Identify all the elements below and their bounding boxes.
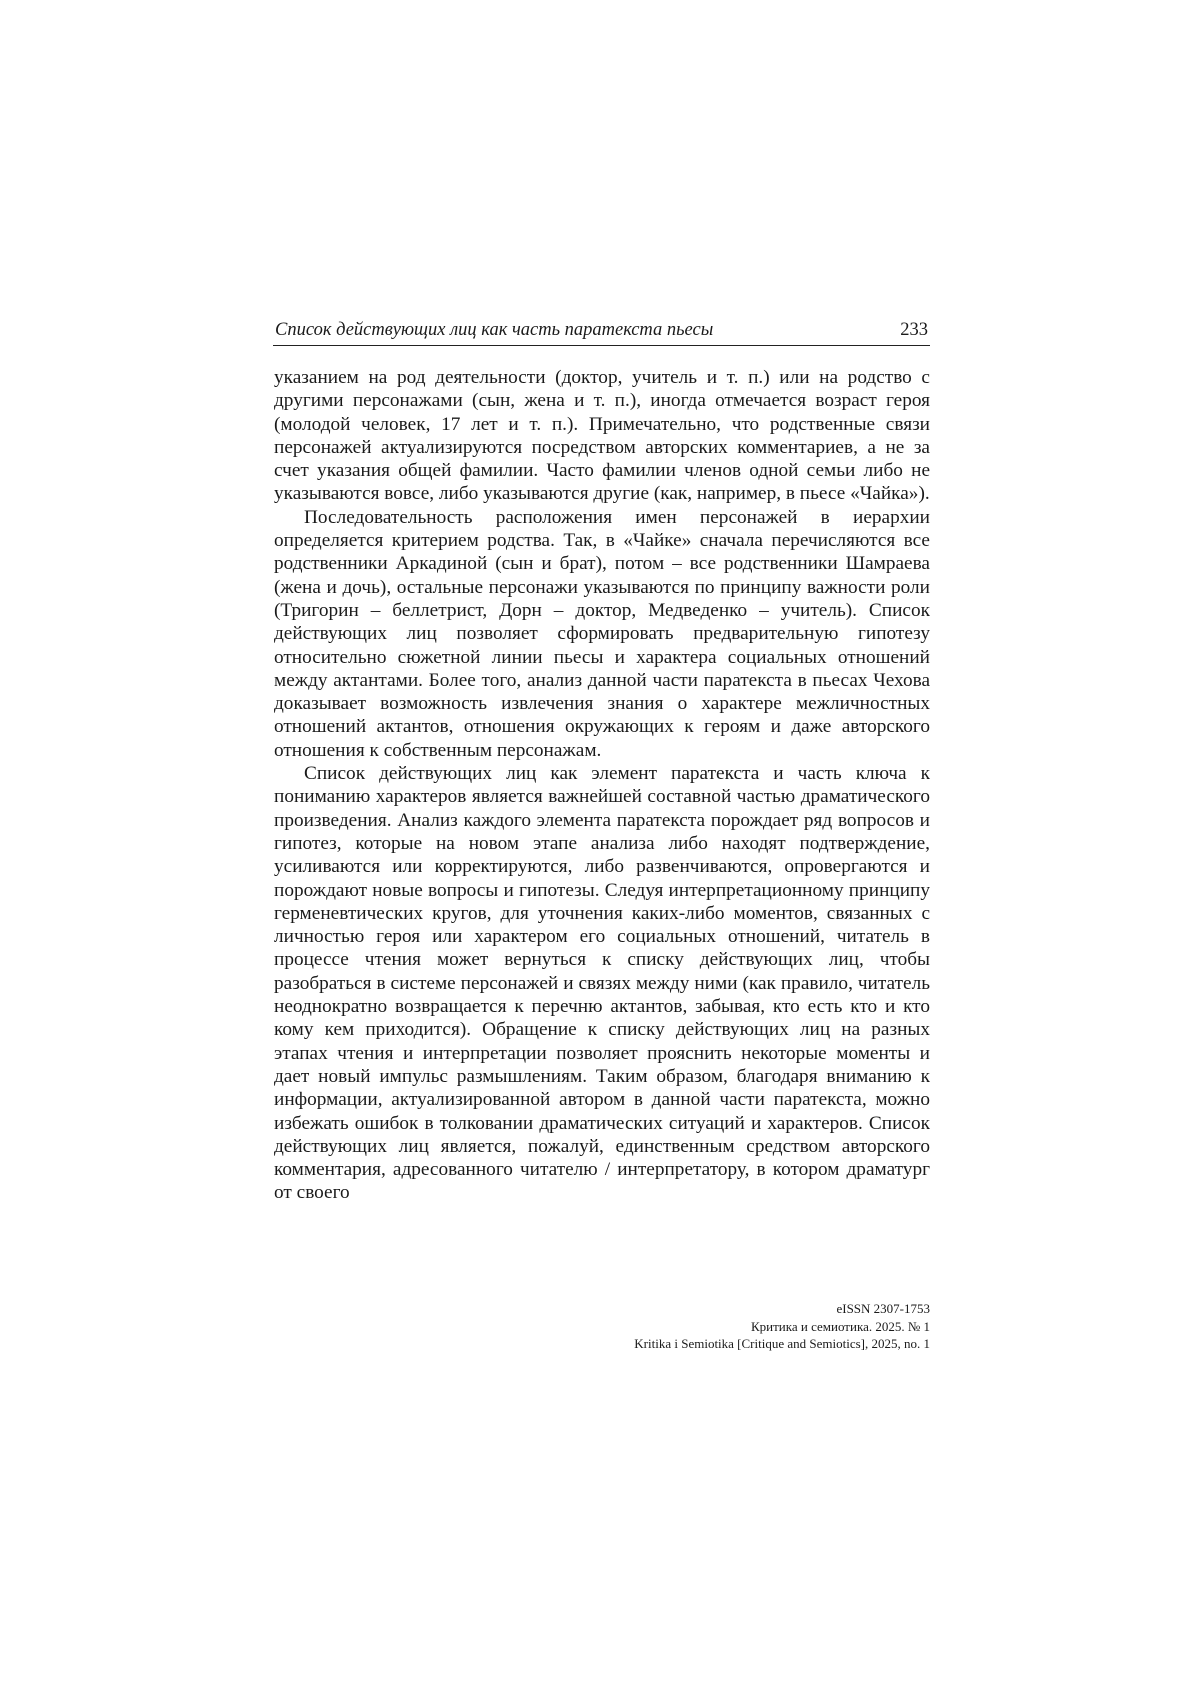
footer-journal-ru: Критика и семиотика. 2025. № 1 xyxy=(750,1318,930,1334)
page-header xyxy=(273,318,930,346)
body-text xyxy=(274,366,930,1205)
running-title: Список действующих лиц как часть паратекста пьесы xyxy=(275,320,714,340)
paragraph-2: Последовательность расположения имен персонажей в иерархии определяется критерием родства. Так, в «Чайке» сначала перечисляются все родственники Аркадиной (сын и брат), потом – все родственники Шамраева (жена и дочь), остальные персонажи указываются по принципу важности роли (Тригорин – беллетрист, Дорн – доктор, Медведенко – учитель). Список действующих лиц позволяет сформировать предварительную гипотезу относительно сюжетной линии пьесы и характера социальных отношений между актантами. Более того, анализ данной части паратекста в пьесах Чехова доказывает возможность извлечения знания о характере межличностных отношений актантов, отношения окружающих к героям и даже авторского отношения к собственным персонажам. xyxy=(274,506,930,761)
paragraph-1: указанием на род деятельности (доктор, учитель и т. п.) или на родство с другими персонажами (сын, жена и т. п.), иногда отмечается возраст героя (молодой человек, 17 лет и т. п.). Примечательно, что родственные связи персонажей актуализируются посредством авторских комментариев, а не за счет указания общей фамилии. Часто фамилии членов одной семьи либо не указываются вовсе, либо указываются другие (как, например, в пьесе «Чайка»). xyxy=(274,367,930,505)
paragraph-3: Список действующих лиц как элемент паратекста и часть ключа к пониманию характеров является важнейшей составной частью драматического произведения. Анализ каждого элемента паратекста порождает ряд вопросов и гипотез, которые на новом этапе анализа либо находят подтверждение, усиливаются или корректируются, либо развенчиваются, опровергаются и порождают новые вопросы и гипотезы. Следуя интерпретационному принципу герменевтических кругов, для уточнения каких-либо моментов, связанных с личностью героя или характером его социальных отношений, читатель в процессе чтения может вернуться к списку действующих лиц, чтобы разобраться в системе персонажей и связях между ними (как правило, читатель неоднократно возвращается к перечню актантов, забывая, кто есть кто и кто кому кем приходится). Обращение к списку действующих лиц на разных этапах чтения и интерпретации позволяет прояснить некоторые моменты и дает новый импульс размышлениям. Таким образом, благодаря вниманию к информации, актуализированной автором в данной части паратекста, можно избежать ошибок в толковании драматических ситуаций и характеров. Список действующих лиц является, пожалуй, единственным средством авторского комментария, адресованного читателю / интерпретатору, в котором драматург от своего xyxy=(274,763,930,1204)
footer-journal-en: Kritika i Semiotika [Critique and Semiotics], 2025, no. 1 xyxy=(634,1336,930,1351)
footer-eissn: eISSN 2307-1753 xyxy=(836,1301,930,1316)
page-footer xyxy=(634,1300,930,1353)
page-number: 233 xyxy=(900,320,928,340)
